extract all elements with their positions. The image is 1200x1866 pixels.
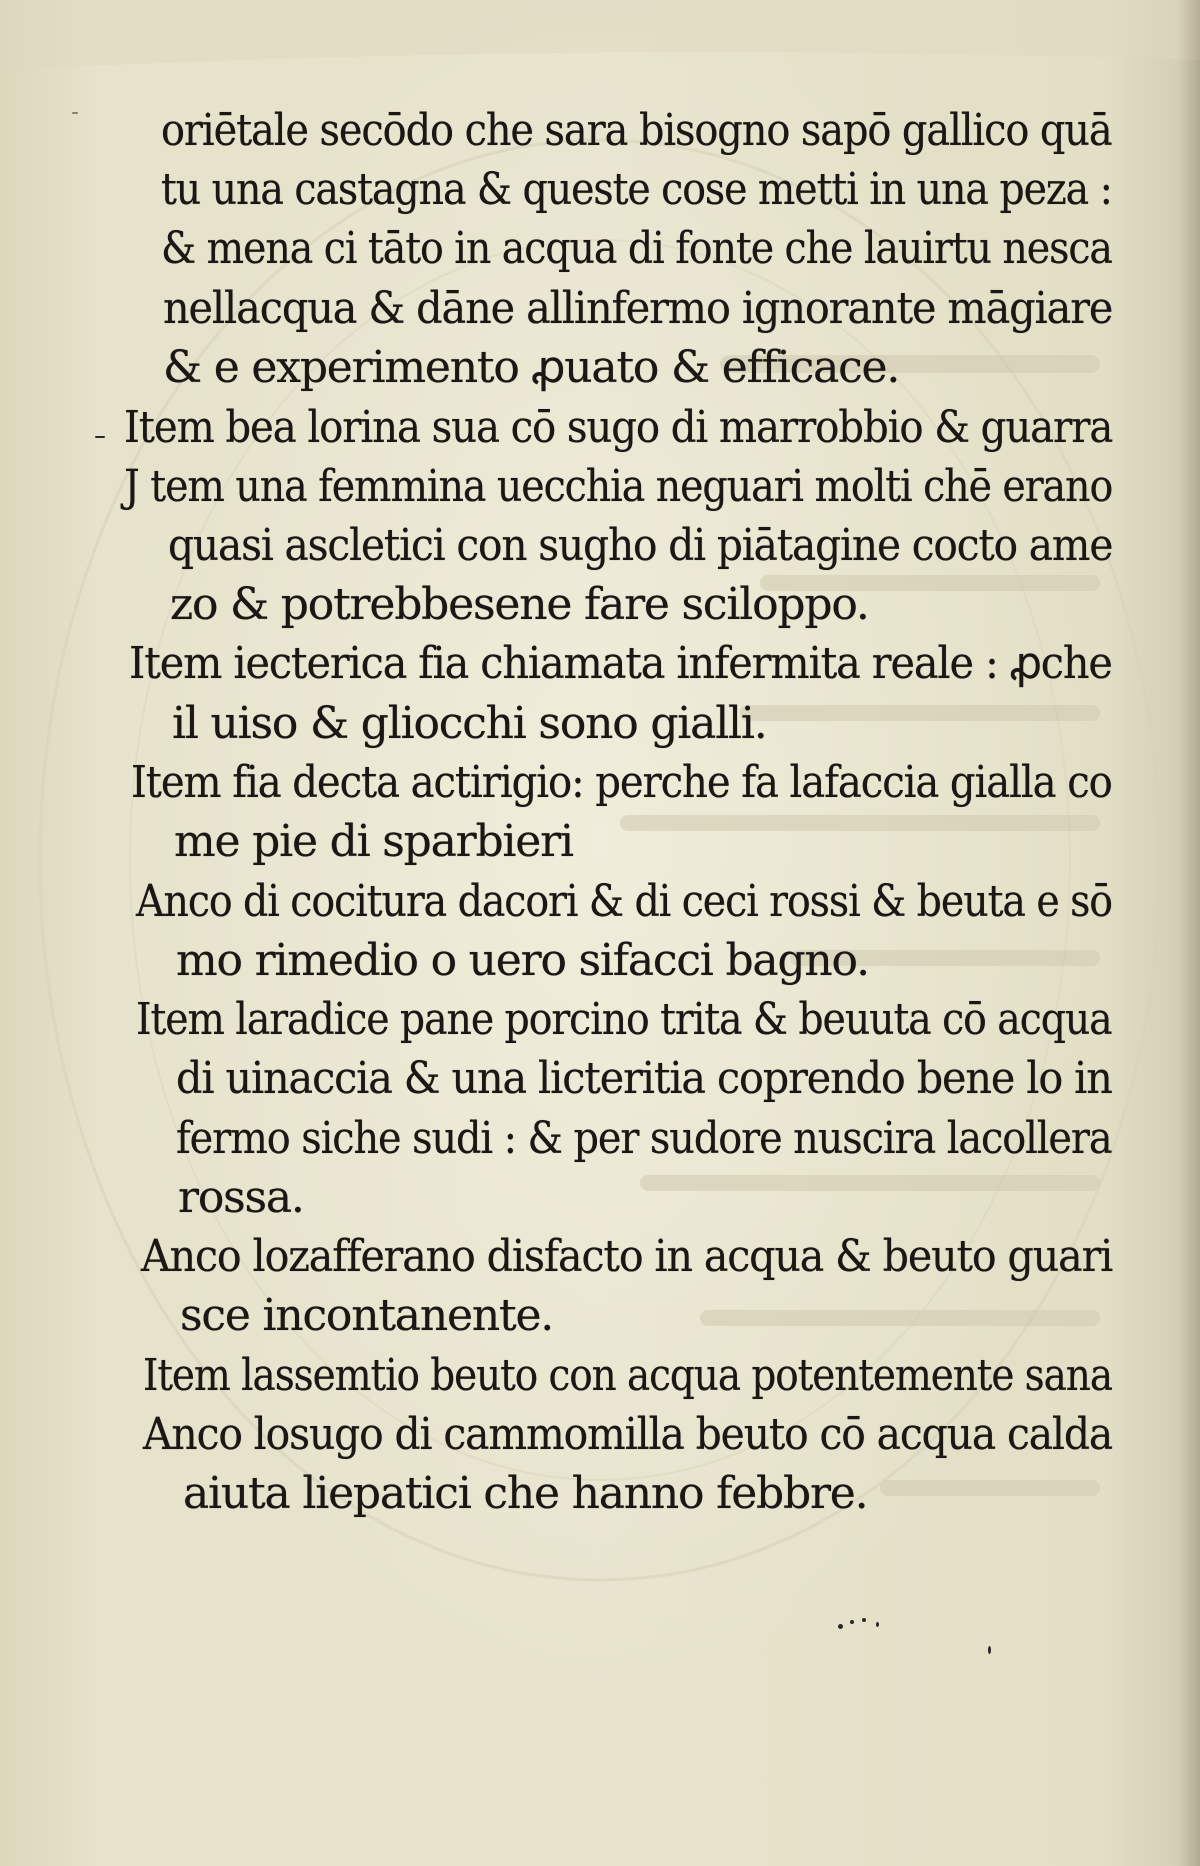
text-line: & e experimento ꝓuato & efficace.: [163, 342, 900, 393]
text-line: oriētale secōdo che sara bisogno sapō gallico quā: [161, 105, 1112, 156]
ink-speck: [95, 436, 105, 438]
text-line: & mena ci tāto in acqua di fonte che lauirtu nesca: [161, 223, 1112, 274]
text-line: fermo siche sudi : & per sudore nuscira lacollera: [176, 1113, 1112, 1164]
text-line: mo rimedio o uero sifacci bagno.: [176, 935, 869, 986]
ink-speck: [988, 1646, 991, 1654]
text-line: Anco losugo di cammomilla beuto cō acqua calda: [143, 1409, 1113, 1460]
text-line: sce incontanente.: [180, 1290, 554, 1341]
text-line: il uiso & gliocchi sono gialli.: [172, 698, 767, 749]
ink-speck: [850, 1620, 854, 1624]
ink-speck: [876, 1622, 879, 1627]
text-line: Item lassemtio beuto con acqua potentemente sana: [143, 1350, 1113, 1401]
text-line: Item laradice pane porcino trita & beuuta cō acqua: [136, 994, 1112, 1045]
text-line: rossa.: [178, 1172, 304, 1223]
text-line: Anco di cocitura dacori & di ceci rossi & beuta e sō: [136, 876, 1113, 927]
text-line: zo & potrebbesene fare sciloppo.: [170, 579, 869, 630]
text-line: nellacqua & dāne allinfermo ignorante māgiare: [163, 283, 1113, 334]
text-line: quasi ascletici con sugho di piātagine cocto ame: [168, 520, 1113, 571]
text-line: tu una castagna & queste cose metti in una peza :: [161, 164, 1112, 215]
text-line: J tem una femmina uecchia neguari molti chē erano: [124, 461, 1113, 512]
text-line: Item bea lorina sua cō sugo di marrobbio & guarra: [124, 402, 1113, 453]
text-line: Anco lozafferano disfacto in acqua & beuto guari: [141, 1231, 1113, 1282]
ink-speck: [838, 1624, 843, 1629]
ink-speck: [862, 1618, 866, 1622]
text-line: me pie di sparbieri: [174, 816, 573, 867]
ink-speck: [72, 112, 78, 114]
text-line: aiuta liepatici che hanno febbre.: [183, 1468, 868, 1519]
text-line: Item fia decta actirigio: perche fa lafaccia gialla co: [131, 757, 1112, 808]
text-line: Item iecterica fia chiamata infermita reale : ꝓche: [129, 638, 1112, 689]
text-line: di uinaccia & una licteritia coprendo bene lo in: [176, 1053, 1112, 1104]
